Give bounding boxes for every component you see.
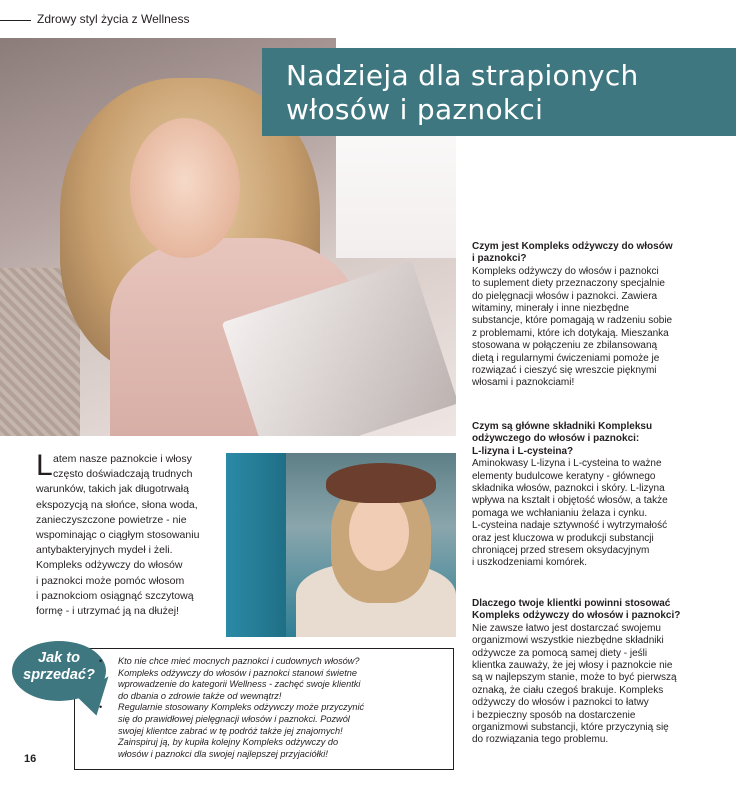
bubble-line-2: sprzedać? <box>23 667 95 683</box>
intro-line: formę - i utrzymać ją na dłużej! <box>36 605 179 618</box>
qa-section-3 <box>472 598 702 747</box>
page-title <box>286 59 639 127</box>
answer-line: z problemami, które ich dotykają. Mieszanka <box>472 327 669 339</box>
speech-bubble-text <box>12 650 106 684</box>
answer-line: organizmowi substancji, które przyczynią się <box>472 722 669 734</box>
answer-line: organizmowi wszystkie niezbędne składniki <box>472 635 664 647</box>
answer-line: to suplement diety przeznaczony specjalnie <box>472 278 665 290</box>
intro-line: i paznokci może pomóc włosom <box>36 574 185 587</box>
title-line-2: włosów i paznokci <box>286 93 544 126</box>
intro-dropcap: L <box>36 449 53 482</box>
intro-line: zanieczyszczone powietrze - nie <box>36 513 187 526</box>
hero-photo-face <box>130 118 240 258</box>
tip-line: Zainspiruj ją, by kupiła kolejny Kompleks odżywczy do <box>118 737 339 748</box>
page-number: 16 <box>24 753 37 765</box>
answer-line: do pielęgnacji włosów i paznokci. Zawiera <box>472 290 658 302</box>
car-photo-hat <box>326 463 436 503</box>
intro-line: często doświadczają trudnych <box>53 468 193 481</box>
question-line: Kompleks odżywczy do włosów i paznokci? <box>472 610 681 622</box>
section-label: Zdrowy styl życia z Wellness <box>37 12 190 26</box>
answer-line: są w najlepszym stanie, może to być pierwszą <box>472 672 677 684</box>
answer-line: Kompleks odżywczy do włosów i paznokci <box>472 265 659 277</box>
intro-line: i paznokciom osiągnąć szczytową <box>36 589 194 602</box>
intro-line: wspominając o ciągłym stosowaniu <box>36 529 200 542</box>
qa-section-1 <box>472 241 702 390</box>
intro-line: antybakteryjnych mydeł i żeli. <box>36 544 173 557</box>
tips-list <box>99 656 418 760</box>
intro-line: ekspozycją na słońce, słona woda, <box>36 498 198 511</box>
answer-line: witaminy, minerały i inne niezbędne <box>472 303 630 315</box>
car-photo <box>226 453 456 637</box>
header-rule <box>0 20 31 21</box>
answer-line: klientka zauważy, że jej włosy i paznokcie nie <box>472 660 673 672</box>
answer-line: odżywczy do włosów i paznokci to łatwy <box>472 697 649 709</box>
answer-line: Nie zawsze łatwo jest dostarczać swojemu <box>472 622 661 634</box>
answer-line: Aminokwasy L-lizyna i L-cysteina to ważne <box>472 458 662 470</box>
question-line: Dlaczego twoje klientki powinni stosować <box>472 598 671 609</box>
answer-line: i uszkodzeniami komórek. <box>472 557 588 569</box>
tip-line: Kompleks odżywczy do włosów i paznokci stanowi świetne <box>118 667 357 678</box>
answer-line: odżywcze za pomocą samej diety - jeśli <box>472 647 648 659</box>
answer-line: oznaką, że ciału czegoś brakuje. Kompleks <box>472 684 664 696</box>
intro-line: atem nasze paznokcie i włosy <box>53 453 192 465</box>
tip-line: swojej klientce zabrać w tę podróż także jej znajomych! <box>118 725 343 736</box>
tip-line: do dbania o zdrowie także od wewnątrz! <box>118 690 282 701</box>
intro-line: warunków, takich jak długotrwałą <box>36 483 189 496</box>
answer-line: rozwiązać i cieszyć się wreszcie pięknymi <box>472 365 657 377</box>
qa-section-2 <box>472 421 702 570</box>
answer-line: L-cysteina nadaje sztywność i wytrzymałość <box>472 520 668 532</box>
answer-line: pomaga we wchłanianiu żelaza i cynku. <box>472 507 648 519</box>
answer-line: i bezpieczny sposób na dostarczenie <box>472 709 636 721</box>
question-line: i paznokci? <box>472 253 527 265</box>
question-line: odżywczego do włosów i paznokci: <box>472 433 640 445</box>
question-line: L-lizyna i L-cysteina? <box>472 445 574 457</box>
answer-line: wpływa na kształt i objętość włosów, a także <box>472 495 668 507</box>
answer-line: dietą i regularnymi ćwiczeniami pomoże je <box>472 352 660 364</box>
tip-item <box>99 702 418 760</box>
answer-line: stosowana w połączeniu ze zbilansowaną <box>472 340 658 352</box>
tip-line: Regularnie stosowany Kompleks odżywczy może przyczynić <box>118 702 365 713</box>
tip-line: włosów i paznokci dla swojej najlepszej przyjaciółki! <box>118 748 328 759</box>
bubble-line-1: Jak to <box>38 650 80 666</box>
tip-line: Kto nie chce mieć mocnych paznokci i cudownych włosów? <box>118 656 360 666</box>
answer-line: oraz jest kluczowa w produkcji substancji <box>472 532 654 544</box>
question-line: Czym są główne składniki Kompleksu <box>472 421 653 432</box>
intro-line: Kompleks odżywczy do włosów <box>36 559 183 572</box>
answer-line: do rozwiązania tego problemu. <box>472 734 609 746</box>
tip-item <box>99 656 418 702</box>
tip-line: wprowadzenie do kategorii Wellness - zachęć swoje klientki <box>118 679 361 690</box>
title-line-1: Nadzieja dla strapionych <box>286 59 639 92</box>
tip-line: się do prawidłowej pielęgnacji włosów i paznokci. Pozwól <box>118 713 350 724</box>
answer-line: składnika włosów, paznokci i skóry. L-lizyna <box>472 483 665 495</box>
title-box <box>262 48 736 136</box>
question-line: Czym jest Kompleks odżywczy do włosów <box>472 241 673 252</box>
car-photo-frame <box>226 453 286 637</box>
car-photo-face <box>349 493 409 571</box>
tip-bullet: • <box>99 656 103 666</box>
answer-line: chroniącej przed stresem oksydacyjnym <box>472 545 650 557</box>
answer-line: elementy budulcowe keratyny - głównego <box>472 470 656 482</box>
intro-text <box>36 449 216 619</box>
answer-line: włosami i paznokciami! <box>472 377 575 389</box>
tip-bullet: • <box>99 702 103 713</box>
answer-line: substancje, które pomagają w radzeniu sobie <box>472 315 673 327</box>
